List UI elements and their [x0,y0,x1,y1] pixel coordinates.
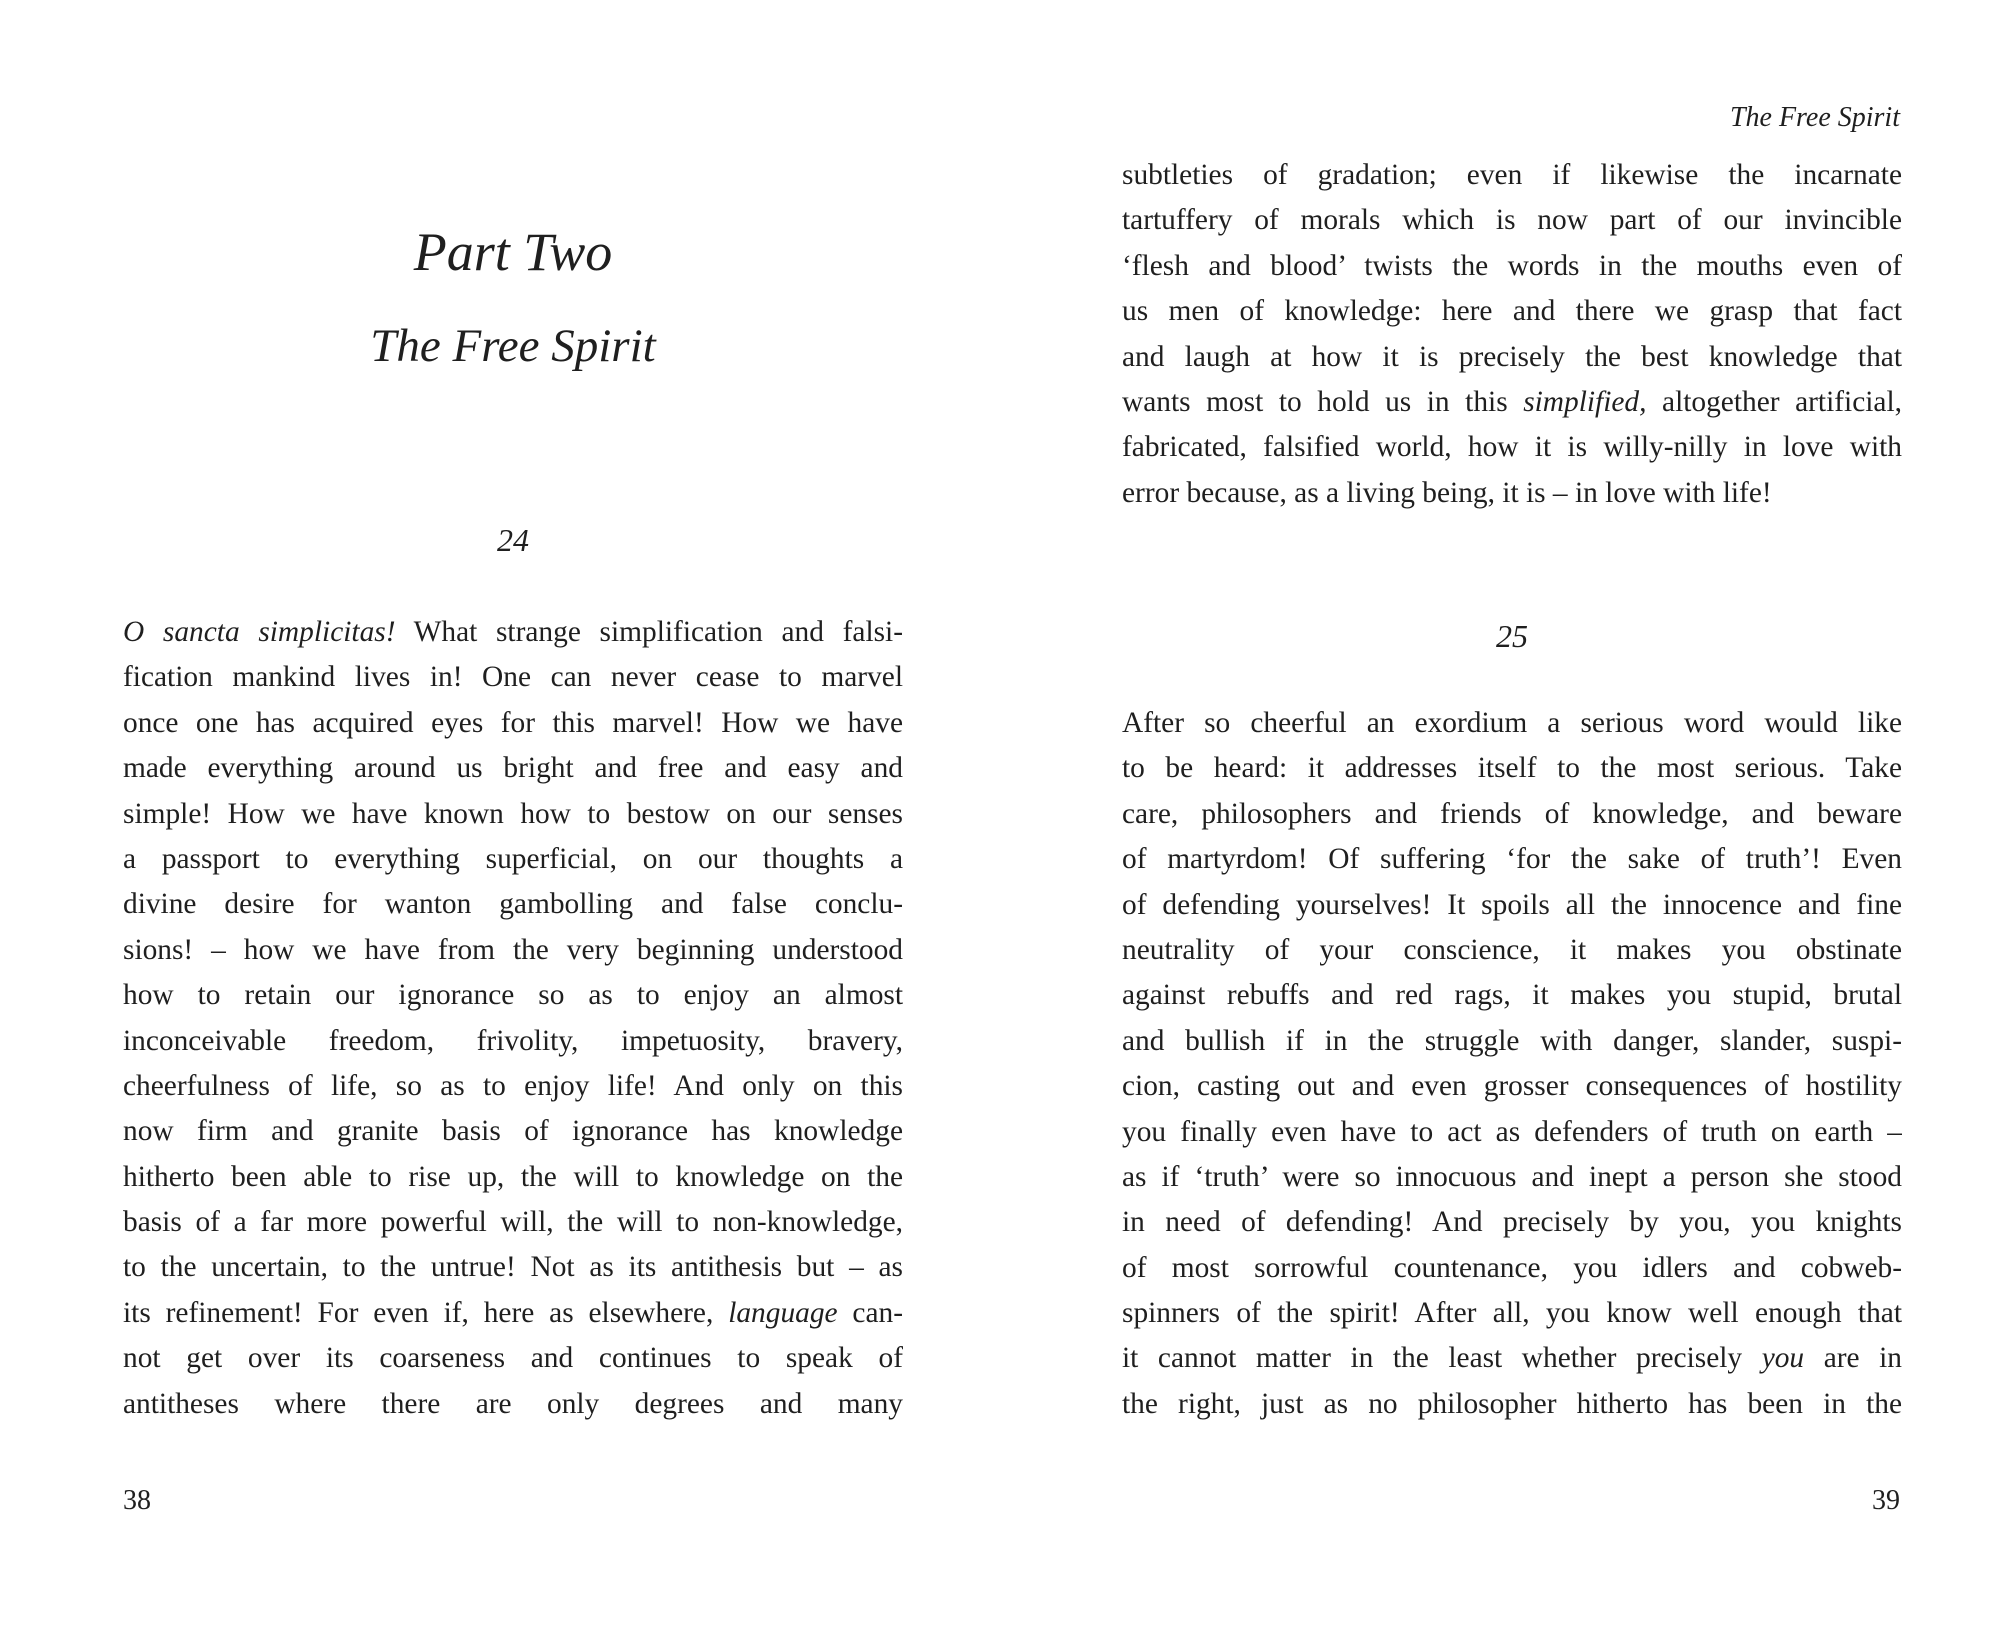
text-line-segment: of most sorrowful countenance, you idlers and cobweb- [1122,1251,1902,1284]
part-title: Part Two [413,222,613,282]
italic-phrase: simplified, [1523,385,1647,418]
text-line [1122,244,1902,289]
text-line-segment: as if ‘truth’ were so innocuous and inept a person she stood [1122,1160,1902,1193]
text-line-segment: not get over its coarseness and continues to speak of [123,1342,903,1375]
text-line-segment: made everything around us bright and free and easy and [123,752,903,785]
text-line-segment: antitheses where there are only degrees and many [123,1387,903,1420]
text-line-segment: ‘flesh and blood’ twists the words in the mouths even of [1122,249,1902,282]
text-line [1122,425,1902,470]
text-line [1122,471,1902,516]
text-line-segment: What strange simplification and falsi- [395,616,903,648]
text-line-segment: once one has acquired eyes for this marvel! How we have [123,706,903,739]
text-line-segment: fabricated, falsified world, how it is willy-nilly in love with [1122,431,1902,464]
text-line [123,1019,903,1064]
text-line-segment: of defending yourselves! It spoils all the innocence and fine [1122,888,1902,921]
text-line-segment: simple! How we have known how to bestow on our senses [123,797,903,830]
text-line [1122,1382,1902,1427]
text-line [123,928,903,973]
text-line [1122,837,1902,882]
text-line-segment: inconceivable freedom, frivolity, impetuosity, bravery, [123,1024,903,1057]
text-line-segment: to be heard: it addresses itself to the most serious. Take [1122,752,1902,785]
text-line [123,1336,903,1381]
text-line-segment: hitherto been able to rise up, the will to knowledge on the [123,1160,903,1193]
italic-phrase: O sancta simplicitas! [123,616,396,648]
text-line-segment: the right, just as no philosopher hitherto has been in the [1122,1387,1902,1420]
text-line [1122,1064,1902,1109]
text-line-segment: us men of knowledge: here and there we grasp that fact [1122,295,1902,328]
text-line-segment: its refinement! For even if, here as elsewhere, [123,1296,729,1329]
text-line-segment: sions! – how we have from the very beginning understood [123,933,903,966]
text-line [1122,701,1902,746]
part-subtitle: The Free Spirit [370,320,656,372]
text-line-segment: how to retain our ignorance so as to enjoy an almost [123,979,903,1012]
text-line-segment: it cannot matter in the least whether precisely [1122,1342,1762,1375]
text-line-segment: a passport to everything superficial, on our thoughts a [123,842,903,875]
text-line [1122,289,1902,334]
text-line [1122,335,1902,380]
text-line-segment: are in [1804,1342,1902,1375]
text-line [1122,1200,1902,1245]
text-line-segment: basis of a far more powerful will, the will to non-knowledge, [123,1206,903,1239]
text-line [1122,1110,1902,1155]
section-24-text [123,610,903,1427]
text-line [1122,928,1902,973]
text-line-segment: cheerfulness of life, so as to enjoy life! And only on this [123,1069,903,1102]
text-line-segment: spinners of the spirit! After all, you know well enough that [1122,1297,1902,1330]
text-line-segment: error because, as a living being, it is – in love with life! [1122,476,1772,509]
right-page [1000,0,2000,1628]
text-line-segment: divine desire for wanton gambolling and false conclu- [123,888,903,921]
italic-phrase: language [728,1296,838,1329]
text-line [1122,1155,1902,1200]
page-number-left: 38 [123,1485,151,1516]
text-line [123,792,903,837]
text-line [123,655,903,700]
text-line [1122,1246,1902,1291]
text-line [123,610,903,655]
section-number-24: 24 [497,522,529,558]
text-line [1122,198,1902,243]
text-line [1122,746,1902,791]
text-line-segment: subtleties of gradation; even if likewise the incarnate [1122,159,1902,191]
text-line [1122,153,1902,198]
text-line-segment: wants most to hold us in this [1122,385,1524,418]
text-line [123,1064,903,1109]
text-line-segment: in need of defending! And precisely by you, you knights [1122,1206,1902,1239]
text-line-segment: cion, casting out and even grosser consequences of hostility [1122,1070,1902,1103]
text-line-segment: you finally even have to act as defenders of truth on earth – [1122,1115,1902,1148]
text-line [1122,380,1902,425]
text-line-segment: altogether artificial, [1646,385,1902,418]
section-25-text [1122,701,1902,1427]
text-line [1122,792,1902,837]
text-line [123,1109,903,1154]
page-number-right: 39 [1872,1485,1900,1516]
text-line [123,837,903,882]
text-line [123,1382,903,1427]
text-line [1122,1291,1902,1336]
text-line [123,1155,903,1200]
text-line-segment: fication mankind lives in! One can never cease to marvel [123,661,903,694]
text-line-segment: of martyrdom! Of suffering ‘for the sake of truth’! Even [1122,843,1902,876]
running-head: The Free Spirit [1729,102,1900,133]
text-line-segment: After so cheerful an exordium a serious word would like [1122,707,1902,739]
text-line [123,882,903,927]
italic-phrase: you [1761,1342,1805,1375]
text-line-segment: now firm and granite basis of ignorance has knowledge [123,1115,903,1148]
text-line-segment: can- [837,1296,903,1329]
text-line-segment: and bullish if in the struggle with danger, slander, suspi- [1122,1024,1902,1057]
text-line-segment: care, philosophers and friends of knowledge, and beware [1122,797,1902,830]
section-number-25: 25 [1496,618,1528,654]
text-line [1122,883,1902,928]
text-line [1122,973,1902,1018]
text-line [123,701,903,746]
text-line [123,973,903,1018]
text-line-segment: neutrality of your conscience, it makes you obstinate [1122,933,1902,966]
text-line [123,746,903,791]
section-24-continued-text [1122,153,1902,516]
text-line-segment: against rebuffs and red rags, it makes you stupid, brutal [1122,979,1902,1012]
text-line [123,1200,903,1245]
text-line-segment: and laugh at how it is precisely the best knowledge that [1122,340,1902,373]
text-line [1122,1019,1902,1064]
text-line [1122,1336,1902,1381]
text-line [123,1245,903,1290]
text-line-segment: to the uncertain, to the untrue! Not as its antithesis but – as [123,1251,903,1284]
text-line [123,1291,903,1336]
text-line-segment: tartuffery of morals which is now part of our invincible [1122,204,1902,237]
